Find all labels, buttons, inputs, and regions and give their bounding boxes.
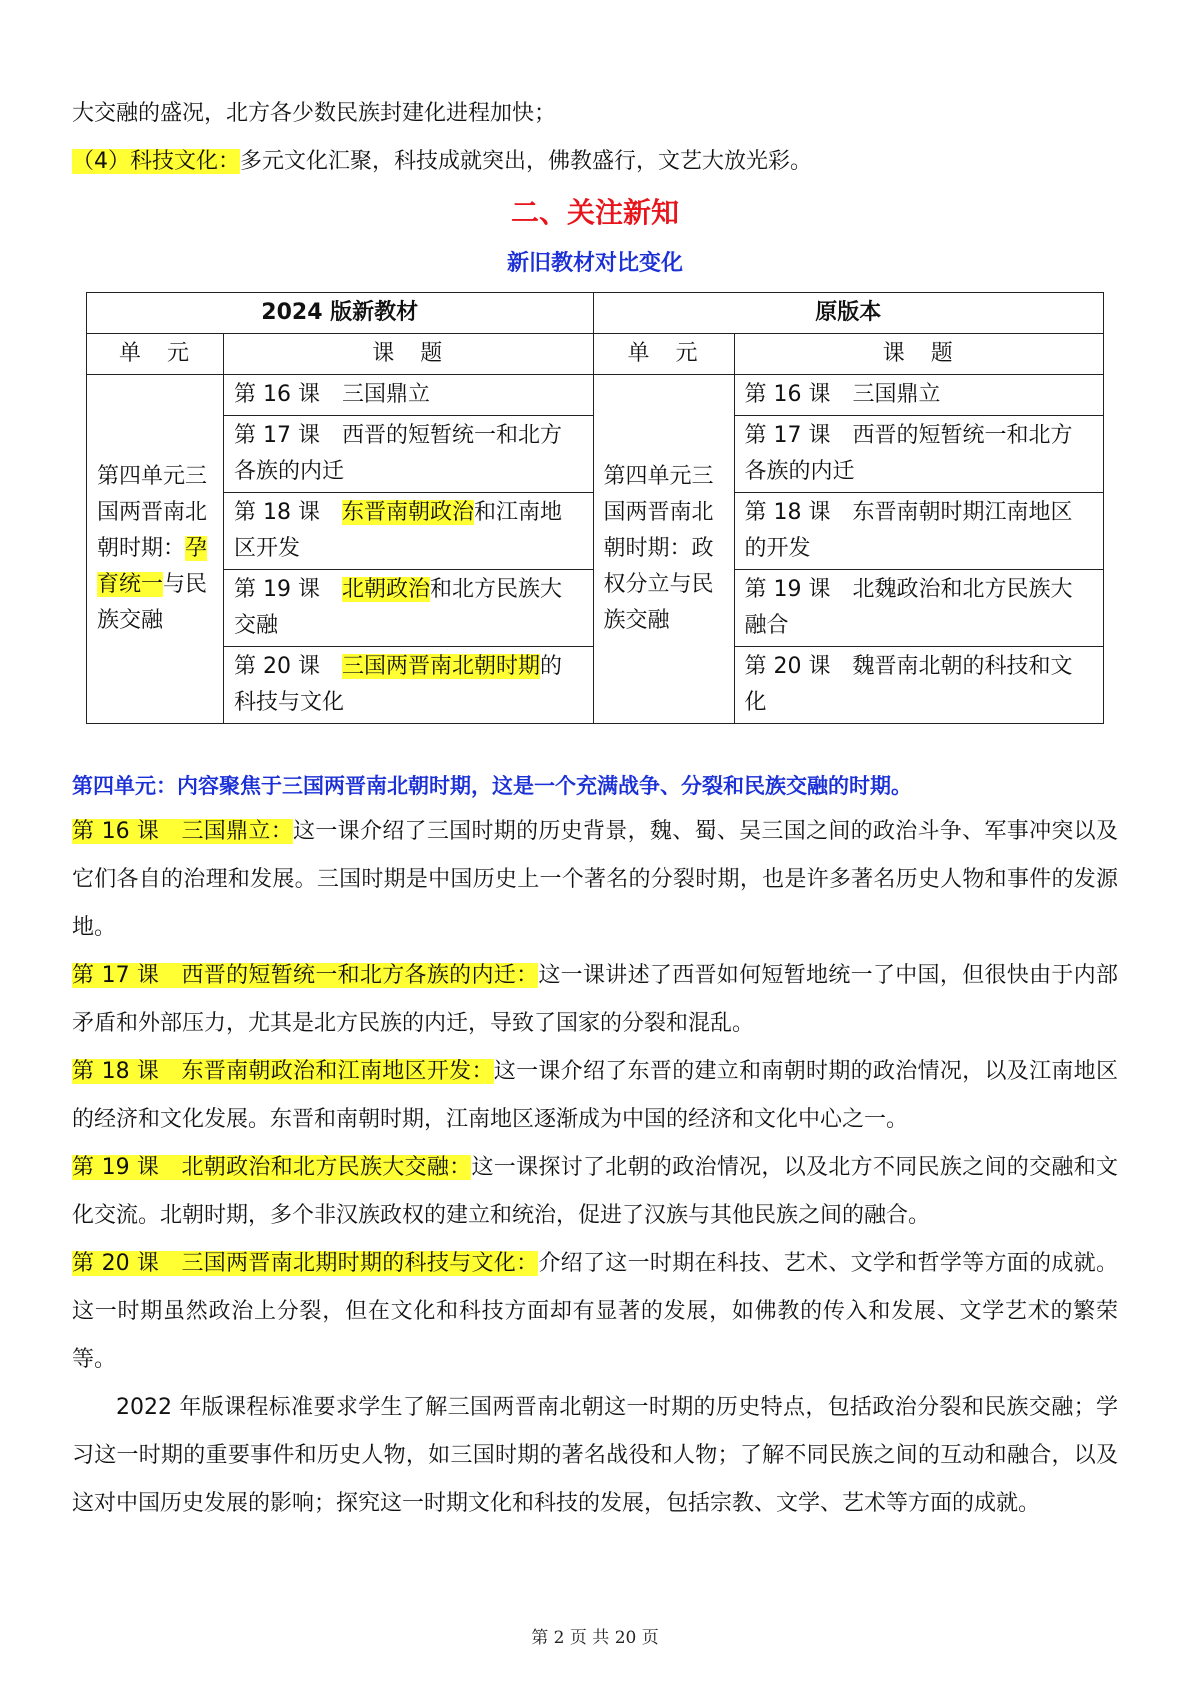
table-header-row <box>87 293 1104 334</box>
new-lesson-18: 第 18 课 东晋南朝政治和江南地区开发 <box>224 493 594 570</box>
new-unit-tail: 与民族交融 <box>97 572 208 633</box>
new-topic-col: 课 题 <box>224 334 594 375</box>
new-lesson-19: 第 19 课 北朝政治和北方民族大交融 <box>224 570 594 647</box>
lesson-label: 第 20 课 三国两晋南北期时期的科技与文化： <box>72 1251 539 1276</box>
lesson-text: 这一课介绍了三国时期的历史背景，魏、蜀、吴三国之间的政治斗争、军事冲突以及它们各自的治理和发展。三国时期是中国历史上一个著名的分裂时期，也是许多著名历史人物和事件的发源地。 <box>72 819 1118 940</box>
sub-title: 新旧教材对比变化 <box>506 251 683 276</box>
item4-text: 多元文化汇聚，科技成就突出，佛教盛行，文艺大放光彩。 <box>240 149 813 174</box>
lesson-text: 介绍了这一时期在科技、艺术、文学和哲学等方面的成就。这一时期虽然政治上分裂，但在文化和科技方面却有显著的发展，如佛教的传入和发展、文学艺术的繁荣等。 <box>72 1251 1118 1372</box>
old-lesson-16: 第 16 课 三国鼎立 <box>734 375 1104 416</box>
new-unit-cell <box>87 375 224 724</box>
table-row <box>87 375 1104 416</box>
lesson-label: 第 18 课 东晋南朝政治和江南地区开发： <box>72 1059 494 1084</box>
new-unit-highlight: 孕育统一 <box>97 536 208 597</box>
table-subheader-row <box>87 334 1104 375</box>
lesson-text: 这一课讲述了西晋如何短暂地统一了中国，但很快由于内部矛盾和外部压力，尤其是北方民族的内迁，导致了国家的分裂和混乱。 <box>72 963 1118 1036</box>
lesson-20-paragraph <box>72 1240 1118 1384</box>
old-lesson-18: 第 18 课 东晋南朝时期江南地区的开发 <box>734 493 1104 570</box>
item4-label: （4）科技文化： <box>72 149 240 174</box>
page-footer: 第 2 页 共 20 页 <box>531 1628 659 1648</box>
new-lesson-17: 第 17 课 西晋的短暂统一和北方各族的内迁 <box>224 416 594 493</box>
old-unit-cell: 第四单元三国两晋南北朝时期：政权分立与民族交融 <box>593 375 734 724</box>
old-topic-col: 课 题 <box>734 334 1104 375</box>
new-lesson-20: 第 20 课 三国两晋南北朝时期的科技与文化 <box>224 647 594 724</box>
new-lesson-16: 第 16 课 三国鼎立 <box>224 375 594 416</box>
old-edition-header: 原版本 <box>593 293 1104 334</box>
lesson-text: 这一课介绍了东晋的建立和南朝时期的政治情况，以及江南地区的经济和文化发展。东晋和南朝时期，江南地区逐渐成为中国的经济和文化中心之一。 <box>72 1059 1118 1132</box>
lesson-17-paragraph <box>72 952 1118 1048</box>
new-edition-header: 2024 版新教材 <box>87 293 594 334</box>
lesson-label: 第 17 课 西晋的短暂统一和北方各族的内迁： <box>72 963 539 988</box>
document-page <box>72 90 1118 1528</box>
comparison-table <box>86 292 1104 724</box>
lesson-19-paragraph <box>72 1144 1118 1240</box>
lesson-label: 第 16 课 三国鼎立： <box>72 819 294 844</box>
lesson-label: 第 19 课 北朝政治和北方民族大交融： <box>72 1155 472 1180</box>
intro-item-4 <box>72 138 1118 186</box>
new-unit-col: 单 元 <box>87 334 224 375</box>
standard-paragraph: 2022 年版课程标准要求学生了解三国两晋南北朝这一时期的历史特点，包括政治分裂和民族交融；学习这一时期的重要事件和历史人物，如三国时期的著名战役和人物；了解不同民族之间的互动和融合，以及这对中国历史发展的影响；探究这一时期文化和科技的发展，包括宗教、文学、艺术等方面的成就。 <box>72 1395 1118 1516</box>
old-unit-col: 单 元 <box>593 334 734 375</box>
unit-summary: 第四单元：内容聚焦于三国两晋南北朝时期，这是一个充满战争、分裂和民族交融的时期。 <box>72 774 912 798</box>
lesson-16-paragraph <box>72 808 1118 952</box>
intro-line: 大交融的盛况，北方各少数民族封建化进程加快； <box>72 101 557 126</box>
section-title: 二、关注新知 <box>510 196 679 229</box>
lesson-18-paragraph <box>72 1048 1118 1144</box>
old-lesson-19: 第 19 课 北魏政治和北方民族大融合 <box>734 570 1104 647</box>
lesson-text: 这一课探讨了北朝的政治情况，以及北方不同民族之间的交融和文化交流。北朝时期，多个非汉族政权的建立和统治，促进了汉族与其他民族之间的融合。 <box>72 1155 1118 1228</box>
new-unit-text: 第四单元三国两晋南北朝时期： <box>97 464 208 561</box>
old-lesson-20: 第 20 课 魏晋南北朝的科技和文化 <box>734 647 1104 724</box>
old-lesson-17: 第 17 课 西晋的短暂统一和北方各族的内迁 <box>734 416 1104 493</box>
